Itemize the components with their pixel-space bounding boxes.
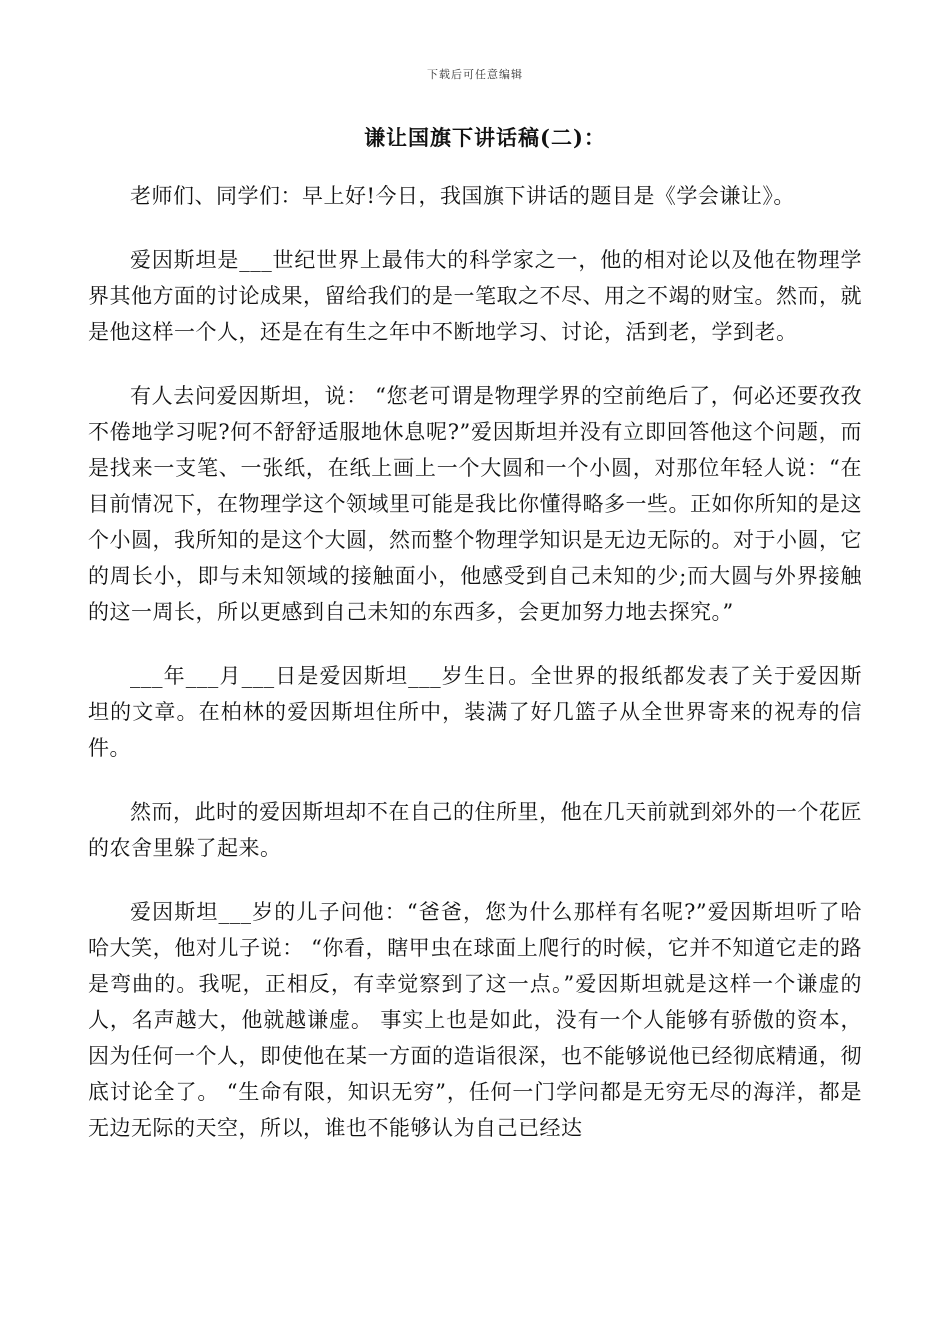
- document-title: 谦让国旗下讲话稿(二)：: [364, 125, 606, 150]
- paragraph: 爱因斯坦___岁的儿子问他：“爸爸，您为什么那样有名呢?”爱因斯坦听了哈哈大笑，他对儿子说： “你看，瞎甲虫在球面上爬行的时候，它并不知道它走的路是弯曲的。我呢，正相反，有幸觉察到了这一点。”爱因斯坦就是这样一个谦虚的人，名声越大，他就越谦虚。 事实上也是如此，没有一个人能够有骄傲的资本，因为任何一个人，即使他在某一方面的造诣很深，也不能够说他已经彻底精通，彻底讨论全了。 “生命有限，知识无穷”，任何一门学问都是无穷无尽的海洋，都是无边无际的天空，所以，谁也不能够认为自己已经达: [88, 900, 862, 1140]
- paragraph: 老师们、同学们：早上好!今日，我国旗下讲话的题目是《学会谦让》。: [130, 184, 795, 208]
- header-note: 下载后可任意编辑: [427, 68, 523, 81]
- paragraph: 爱因斯坦是___世纪世界上最伟大的科学家之一，他的相对论以及他在物理学界其他方面的讨论成果，留给我们的是一笔取之不尽、用之不竭的财宝。然而，就是他这样一个人，还是在有生之年中不断地学习、讨论，活到老，学到老。: [88, 248, 862, 344]
- paragraph: 有人去问爱因斯坦，说： “您老可谓是物理学界的空前绝后了，何必还要孜孜不倦地学习呢?何不舒舒适服地休息呢?”爱因斯坦并没有立即回答他这个问题，而是找来一支笔、一张纸，在纸上画上一个大圆和一个小圆，对那位年轻人说：“在目前情况下，在物理学这个领域里可能是我比你懂得略多一些。正如你所知的是这个小圆，我所知的是这个大圆，然而整个物理学知识是无边无际的。对于小圆，它的周长小，即与未知领域的接触面小，他感受到自己未知的少;而大圆与外界接触的这一周长，所以更感到自己未知的东西多，会更加努力地去探究。”: [88, 384, 862, 624]
- document-body: [88, 178, 862, 1174]
- paragraph: ___年___月___日是爱因斯坦___岁生日。全世界的报纸都发表了关于爱因斯坦的文章。在柏林的爱因斯坦住所中，装满了好几篮子从全世界寄来的祝寿的信件。: [88, 664, 862, 760]
- paragraph: 然而，此时的爱因斯坦却不在自己的住所里，他在几天前就到郊外的一个花匠的农舍里躲了起来。: [88, 800, 862, 860]
